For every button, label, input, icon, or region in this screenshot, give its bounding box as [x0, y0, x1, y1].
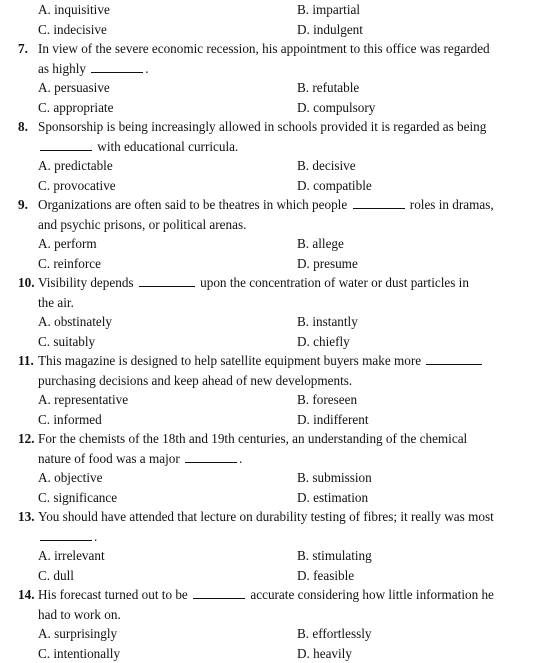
question-line: [0, 195, 545, 215]
options-row: [0, 176, 545, 196]
question-text: [38, 137, 238, 157]
option-a: A. objective: [38, 468, 102, 488]
option-b: B. decisive: [297, 156, 356, 176]
answer-blank: [193, 585, 245, 599]
question-text: [38, 449, 242, 469]
stem-part: His forecast turned out to be: [38, 587, 188, 602]
stem-part: as highly: [38, 61, 86, 76]
option-b: B. effortlessly: [297, 624, 371, 644]
options-row: [0, 20, 545, 40]
options-row: [0, 624, 545, 644]
option-c: C. indecisive: [38, 20, 107, 40]
option-d: D. indulgent: [297, 20, 363, 40]
answer-blank: [353, 195, 405, 209]
option-c: C. intentionally: [38, 644, 120, 663]
question-text: Sponsorship is being increasingly allowed in schools provided it is regarded as being: [38, 117, 486, 137]
question-text: For the chemists of the 18th and 19th centuries, an understanding of the chemical: [38, 429, 467, 449]
question-text: and psychic prisons, or political arenas.: [38, 215, 246, 235]
stem-part: Visibility depends: [38, 275, 134, 290]
question-line: [0, 371, 545, 391]
option-c: C. informed: [38, 410, 102, 430]
question-line: [0, 117, 545, 137]
option-b: B. submission: [297, 468, 372, 488]
question-text: [38, 527, 97, 547]
stem-part: with educational curricula.: [97, 139, 238, 154]
option-d: D. estimation: [297, 488, 368, 508]
options-row: [0, 410, 545, 430]
question-text: You should have attended that lecture on durability testing of fibres; it really was most: [38, 507, 494, 527]
option-c: C. suitably: [38, 332, 95, 352]
stem-part: accurate considering how little information he: [250, 587, 494, 602]
question-line: [0, 137, 545, 157]
option-a: A. inquisitive: [38, 0, 110, 20]
stem-part: This magazine is designed to help satellite equipment buyers make more: [38, 353, 421, 368]
stem-part: nature of food was a major: [38, 451, 180, 466]
question-line: [0, 507, 545, 527]
question-text: [38, 351, 484, 371]
option-a: A. predictable: [38, 156, 113, 176]
question-line: [0, 215, 545, 235]
options-row: [0, 566, 545, 586]
option-d: D. heavily: [297, 644, 352, 663]
question-line: [0, 605, 545, 625]
options-row: [0, 332, 545, 352]
options-row: [0, 254, 545, 274]
options-row: [0, 644, 545, 663]
option-b: B. foreseen: [297, 390, 357, 410]
stem-part: .: [145, 61, 148, 76]
option-c: C. dull: [38, 566, 74, 586]
question-text: [38, 273, 469, 293]
option-a: A. persuasive: [38, 78, 110, 98]
option-c: C. reinforce: [38, 254, 101, 274]
question-number: 8.: [18, 117, 28, 137]
option-b: B. impartial: [297, 0, 360, 20]
option-a: A. obstinately: [38, 312, 112, 332]
option-d: D. compatible: [297, 176, 372, 196]
question-number: 14.: [18, 585, 34, 605]
question-text: purchasing decisions and keep ahead of new developments.: [38, 371, 352, 391]
option-d: D. presume: [297, 254, 358, 274]
question-line: [0, 585, 545, 605]
question-number: 10.: [18, 273, 34, 293]
options-row: [0, 390, 545, 410]
option-b: B. stimulating: [297, 546, 372, 566]
question-number: 7.: [18, 39, 28, 59]
options-row: [0, 78, 545, 98]
option-a: A. irrelevant: [38, 546, 105, 566]
answer-blank: [91, 59, 143, 73]
question-line: [0, 429, 545, 449]
options-row: [0, 0, 545, 20]
question-text: [38, 585, 494, 605]
question-text: [38, 59, 149, 79]
stem-part: upon the concentration of water or dust particles in: [200, 275, 469, 290]
options-row: [0, 468, 545, 488]
answer-blank: [426, 351, 482, 365]
option-c: C. significance: [38, 488, 117, 508]
question-line: [0, 527, 545, 547]
question-text: [38, 195, 494, 215]
answer-blank: [40, 137, 92, 151]
option-b: B. allege: [297, 234, 344, 254]
question-number: 9.: [18, 195, 28, 215]
answer-blank: [40, 527, 92, 541]
option-d: D. chiefly: [297, 332, 350, 352]
option-a: A. representative: [38, 390, 128, 410]
option-a: A. surprisingly: [38, 624, 117, 644]
option-a: A. perform: [38, 234, 97, 254]
option-b: B. refutable: [297, 78, 359, 98]
option-d: D. indifferent: [297, 410, 369, 430]
question-line: [0, 59, 545, 79]
stem-part: roles in dramas,: [410, 197, 494, 212]
option-b: B. instantly: [297, 312, 358, 332]
question-text: had to work on.: [38, 605, 121, 625]
options-row: [0, 488, 545, 508]
options-row: [0, 98, 545, 118]
stem-part: .: [94, 529, 97, 544]
answer-blank: [185, 449, 237, 463]
options-row: [0, 546, 545, 566]
question-line: [0, 39, 545, 59]
stem-part: .: [239, 451, 242, 466]
question-number: 13.: [18, 507, 34, 527]
question-line: [0, 273, 545, 293]
question-text: In view of the severe economic recession, his appointment to this office was regarded: [38, 39, 490, 59]
question-number: 11.: [18, 351, 34, 371]
options-row: [0, 312, 545, 332]
option-d: D. compulsory: [297, 98, 375, 118]
answer-blank: [139, 273, 195, 287]
question-line: [0, 351, 545, 371]
question-line: [0, 293, 545, 313]
question-text: the air.: [38, 293, 74, 313]
question-number: 12.: [18, 429, 34, 449]
option-d: D. feasible: [297, 566, 354, 586]
option-c: C. provocative: [38, 176, 116, 196]
stem-part: Organizations are often said to be theatres in which people: [38, 197, 347, 212]
option-c: C. appropriate: [38, 98, 113, 118]
options-row: [0, 156, 545, 176]
options-row: [0, 234, 545, 254]
question-line: [0, 449, 545, 469]
